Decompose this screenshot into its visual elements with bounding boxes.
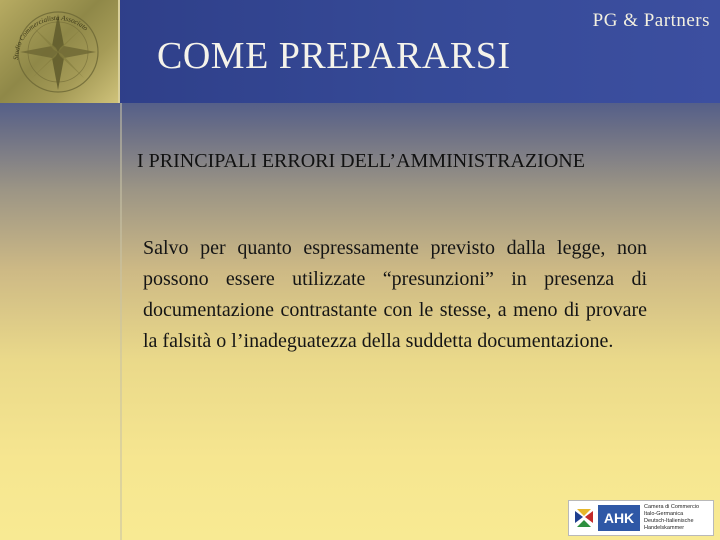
- left-divider-line: [120, 103, 122, 540]
- ahk-caption: Camera di Commercio Italo-Germanica Deutsch-Italienische Handelskammer: [644, 504, 700, 531]
- svg-text:Studio Commercialista Associat: Studio Commercialista Associato: [11, 13, 90, 61]
- company-logo: [0, 0, 120, 103]
- flags-icon: [573, 507, 595, 529]
- brand-name: PG & Partners: [592, 10, 710, 31]
- compass-rose-logo-icon: [0, 0, 118, 103]
- slide-body-text: Salvo per quanto espressamente previsto dalla legge, non possono essere utilizzate “presunzioni” in presenza di documentazione contrastante con le stesse, a meno di provare la falsità o l’inadeguatezza della suddetta documentazione.: [143, 237, 647, 352]
- ahk-logo: [568, 500, 714, 536]
- page-title: COME PREPARARSI: [157, 35, 511, 77]
- slide-subtitle: I PRINCIPALI ERRORI DELL’AMMINISTRAZIONE: [137, 150, 585, 172]
- ahk-mark: AHK: [598, 505, 640, 531]
